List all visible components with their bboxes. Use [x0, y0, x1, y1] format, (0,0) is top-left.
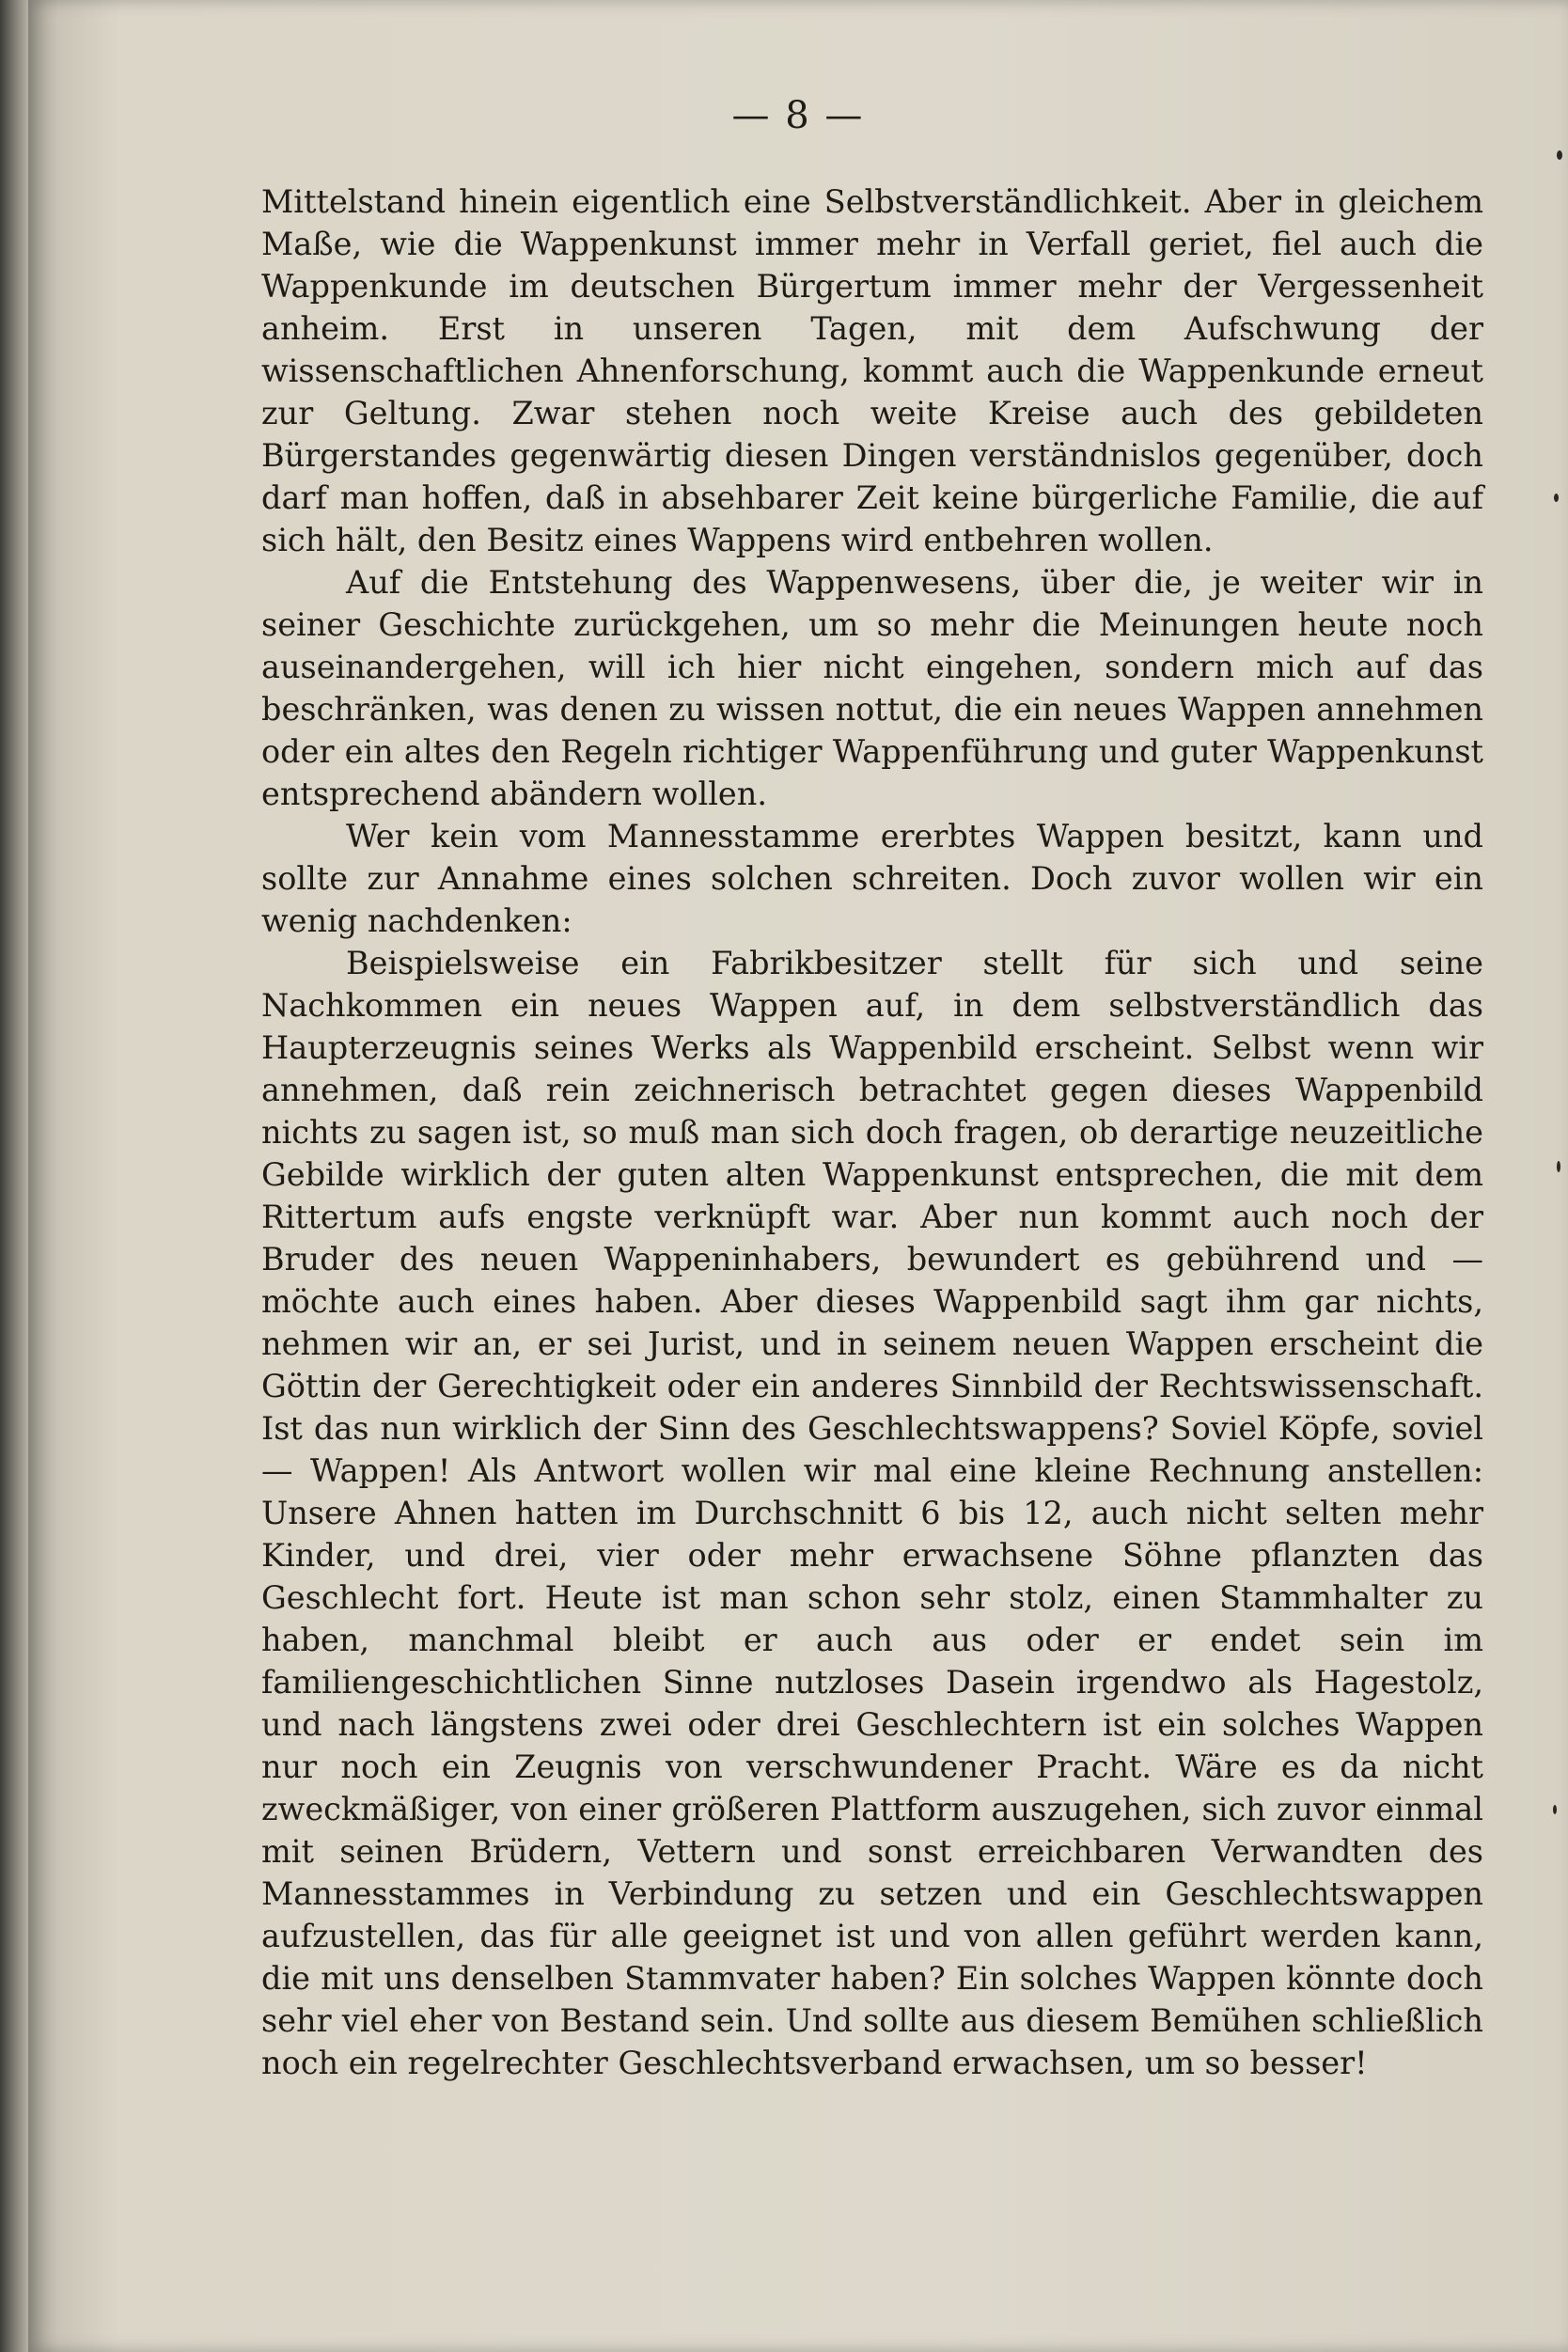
- margin-speck: [1554, 494, 1559, 502]
- page-number: — 8 —: [731, 94, 865, 137]
- paragraph-2: Auf die Entstehung des Wappenwesens, über die, je weiter wir in seiner Geschichte zurückgehen, um so mehr die Meinungen heute noch auseinandergehen, will ich hier nicht eingehen, sondern mich auf das beschränken, was denen zu wissen nottut, die ein neues Wappen annehmen oder ein altes den Regeln richtiger Wappenführung und guter Wappenkunst entsprechend abändern wollen.: [261, 564, 1483, 812]
- margin-speck: [1557, 1161, 1560, 1172]
- paragraph-1: Mittelstand hinein eigentlich eine Selbstverständlichkeit. Aber in gleichem Maße, wie die Wappenkunst immer mehr in Verfall geriet, fiel auch die Wappenkunde im deutschen Bürgertum immer mehr der Vergessenheit anheim. Erst in unseren Tagen, mit dem Aufschwung der wissenschaftlichen Ahnenforschung, kommt auch die Wappenkunde erneut zur Geltung. Zwar stehen noch weite Kreise auch des gebildeten Bürgerstandes gegenwärtig diesen Dingen verständnislos gegenüber, doch darf man hoffen, daß in absehbarer Zeit keine bürgerliche Familie, die auf sich hält, den Besitz eines Wappens wird entbehren wollen.: [261, 183, 1483, 558]
- margin-speck: [1557, 150, 1562, 160]
- body-text: [261, 180, 1483, 2084]
- paragraph-4: Beispielsweise ein Fabrikbesitzer stellt für sich und seine Nachkommen ein neues Wappen auf, in dem selbstverständlich das Haupterzeugnis seines Werks als Wappenbild erscheint. Selbst wenn wir annehmen, daß rein zeichnerisch betrachtet gegen dieses Wappenbild nichts zu sagen ist, so muß man sich doch fragen, ob derartige neuzeitliche Gebilde wirklich der guten alten Wappenkunst entsprechen, die mit dem Rittertum aufs engste verknüpft war. Aber nun kommt auch noch der Bruder des neuen Wappeninhabers, bewundert es gebührend und — möchte auch eines haben. Aber dieses Wappenbild sagt ihm gar nichts, nehmen wir an, er sei Jurist, und in seinem neuen Wappen erscheint die Göttin der Gerechtigkeit oder ein anderes Sinnbild der Rechtswissenschaft. Ist das nun wirklich der Sinn des Geschlechtswappens? Soviel Köpfe, soviel — Wappen! Als Antwort wollen wir mal eine kleine Rechnung anstellen: Unsere Ahnen hatten im Durchschnitt 6 bis 12, auch nicht selten mehr Kinder, und drei, vier oder mehr erwachsene Söhne pflanzten das Geschlecht fort. Heute ist man schon sehr stolz, einen Stammhalter zu haben, manchmal bleibt er auch aus oder er endet sein im familiengeschichtlichen Sinne nutzloses Dasein irgendwo als Hagestolz, und nach längstens zwei oder drei Geschlechtern ist ein solches Wappen nur noch ein Zeugnis von verschwundener Pracht. Wäre es da nicht zweckmäßiger, von einer größeren Plattform auszugehen, sich zuvor einmal mit seinen Brüdern, Vettern und sonst erreichbaren Verwandten des Mannesstammes in Verbindung zu setzen und ein Geschlechtswappen aufzustellen, das für alle geeignet ist und von allen geführt werden kann, die mit uns denselben Stammvater haben? Ein solches Wappen könnte doch sehr viel eher von Bestand sein. Und sollte aus diesem Bemühen schließlich noch ein regelrechter Geschlechtsverband erwachsen, um so besser!: [261, 945, 1483, 2081]
- margin-speck: [1553, 1805, 1557, 1814]
- paragraph-3: Wer kein vom Mannesstamme ererbtes Wappen besitzt, kann und sollte zur Annahme eines solchen schreiten. Doch zuvor wollen wir ein wenig nachdenken:: [261, 818, 1483, 939]
- book-binding-edge: [0, 0, 28, 2352]
- book-page: [28, 0, 1568, 2352]
